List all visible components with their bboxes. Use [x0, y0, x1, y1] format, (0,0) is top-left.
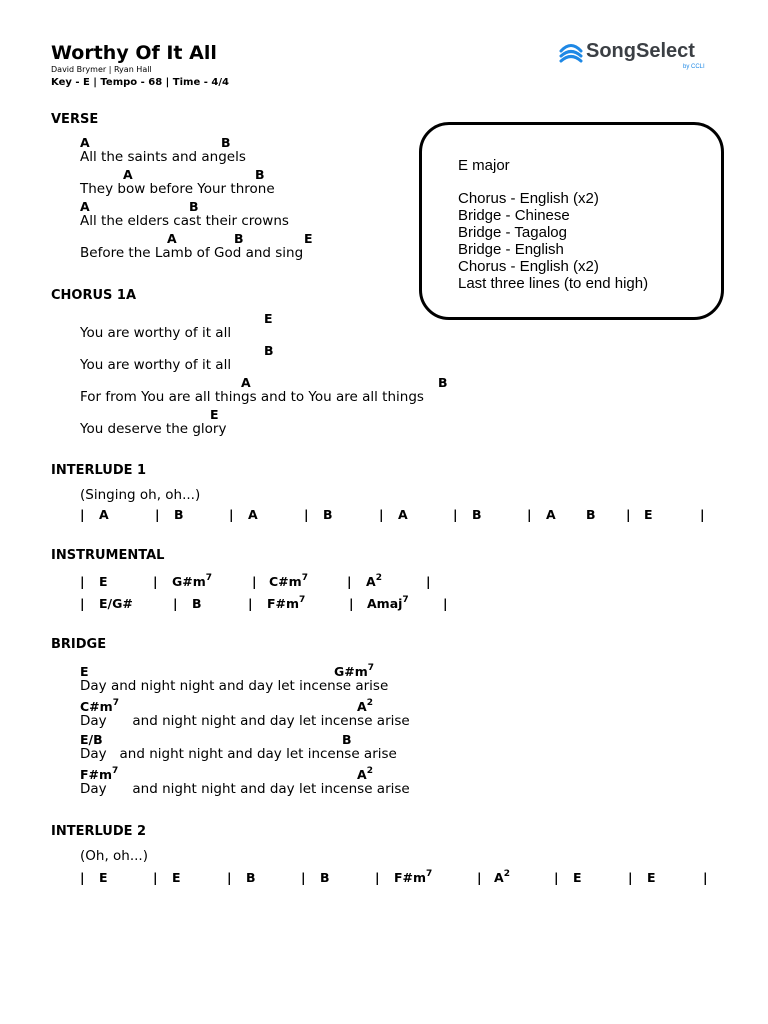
bar-line: | [700, 507, 705, 522]
chord-root: A [357, 767, 367, 783]
bar-chord [172, 574, 212, 589]
bar-line: | [628, 870, 633, 885]
bar-line: | [304, 507, 309, 522]
bar-chord: B [323, 507, 333, 522]
chord: E [304, 231, 313, 246]
chord: A [80, 199, 90, 214]
chord-extension: 7 [426, 869, 433, 879]
section-heading-chorus: CHORUS 1A [51, 288, 137, 303]
bar-line: | [80, 870, 85, 885]
bar-chord: A [248, 507, 258, 522]
lyric-line: Day and night night and day let incense arise [80, 713, 410, 729]
chord-root: A [494, 870, 504, 886]
songselect-logo [558, 40, 718, 72]
bar-chord: B [174, 507, 184, 522]
chord: B [221, 135, 231, 150]
chord-extension: 7 [205, 573, 213, 583]
chord-root: C#m [80, 699, 113, 715]
bar-line: | [252, 574, 257, 589]
bar-line: | [626, 507, 631, 522]
bar-chord: B [246, 870, 256, 885]
bar-line: | [80, 574, 85, 589]
bar-line: | [453, 507, 458, 522]
lyric-line: (Oh, oh...) [80, 848, 148, 864]
note-line: Chorus - English (x2) [458, 190, 599, 207]
chord-extension: 2 [366, 766, 373, 776]
chord-extension: 7 [299, 595, 306, 605]
chord: B [189, 199, 199, 214]
note-line: Chorus - English (x2) [458, 258, 599, 275]
lyric-line: All the elders cast their crowns [80, 213, 289, 229]
bar-line: | [153, 574, 158, 589]
songselect-logo-icon [558, 42, 584, 68]
chord: B [255, 167, 265, 182]
note-line: E major [458, 157, 510, 174]
chord: E [264, 311, 273, 326]
note-line: Bridge - Chinese [458, 207, 570, 224]
chord: E/B [80, 732, 103, 747]
bar-chord: A [99, 507, 109, 522]
chord: B [342, 732, 352, 747]
lyric-line: Day and night night and day let incense arise [80, 781, 410, 797]
chord: B [234, 231, 244, 246]
chord-root: F#m [394, 870, 427, 886]
bar-line: | [229, 507, 234, 522]
lyric-line: Before the Lamb of God and sing [80, 245, 304, 261]
bar-chord: E/G# [99, 596, 133, 611]
bar-chord: B [192, 596, 202, 611]
bar-line: | [80, 507, 85, 522]
bar-chord: B [586, 507, 596, 522]
note-line: Last three lines (to end high) [458, 275, 649, 292]
bar-line: | [443, 596, 448, 611]
bar-chord: B [320, 870, 330, 885]
chord-extension: 7 [112, 766, 119, 776]
chord [334, 664, 374, 679]
lyric-line: (Singing oh, oh...) [80, 487, 201, 503]
bar-line: | [347, 574, 352, 589]
logo-text: SongSelect [586, 40, 695, 62]
logo-subtext: by CCLI [683, 64, 705, 70]
chord [80, 767, 118, 782]
bar-chord: E [644, 507, 653, 522]
bar-chord: E [99, 574, 108, 589]
bar-line: | [155, 507, 160, 522]
chord-root: G#m [334, 664, 368, 680]
bar-line: | [379, 507, 384, 522]
chord-root: C#m [269, 574, 302, 590]
chord-root: F#m [267, 596, 300, 612]
arrangement-note-box [419, 122, 724, 320]
lyric-line: All the saints and angels [80, 149, 246, 165]
chord: B [438, 375, 448, 390]
chord-root: A [357, 699, 367, 715]
bar-chord [367, 596, 409, 611]
chord-root: F#m [80, 767, 113, 783]
bar-line: | [349, 596, 354, 611]
chord: E [80, 664, 89, 679]
bar-line: | [554, 870, 559, 885]
chord-root: A [366, 574, 376, 590]
bar-chord [494, 870, 510, 885]
chord: A [241, 375, 251, 390]
chord: E [210, 407, 219, 422]
bar-chord [269, 574, 308, 589]
bar-line: | [375, 870, 380, 885]
bar-line: | [426, 574, 431, 589]
chord-extension: 2 [366, 698, 373, 708]
bar-chord: B [472, 507, 482, 522]
section-heading-instrumental: INSTRUMENTAL [51, 548, 165, 563]
chord: B [264, 343, 274, 358]
chord-root: G#m [172, 574, 206, 590]
lyric-line: Day and night night and day let incense arise [80, 678, 389, 694]
bar-chord: E [99, 870, 108, 885]
chord [357, 767, 373, 782]
chord-extension: 7 [112, 698, 119, 708]
chord-extension: 7 [367, 663, 375, 673]
bar-chord: A [398, 507, 408, 522]
bar-line: | [477, 870, 482, 885]
section-heading-verse: VERSE [51, 112, 99, 127]
section-heading-interlude-2: INTERLUDE 2 [51, 824, 147, 839]
chord: A [80, 135, 90, 150]
chord: A [167, 231, 177, 246]
chord: A [123, 167, 133, 182]
bar-line: | [227, 870, 232, 885]
bar-line: | [527, 507, 532, 522]
lyric-line: You deserve the glory [80, 421, 227, 437]
bar-line: | [301, 870, 306, 885]
note-line: Bridge - Tagalog [458, 224, 567, 241]
chord-extension: 2 [375, 573, 382, 583]
bar-line: | [248, 596, 253, 611]
lyric-line: You are worthy of it all [80, 357, 232, 373]
lyric-line: You are worthy of it all [80, 325, 232, 341]
song-meta: Key - E | Tempo - 68 | Time - 4/4 [51, 77, 229, 88]
section-heading-interlude-1: INTERLUDE 1 [51, 463, 147, 478]
bar-line: | [153, 870, 158, 885]
lyric-line: For from You are all things and to You are all things [80, 389, 424, 405]
bar-line: | [80, 596, 85, 611]
bar-line: | [703, 870, 708, 885]
bar-chord: E [647, 870, 656, 885]
song-authors: David Brymer | Ryan Hall [51, 65, 152, 74]
chord-root: Amaj [367, 596, 403, 612]
bar-chord [267, 596, 305, 611]
lyric-line: They bow before Your throne [80, 181, 275, 197]
section-heading-bridge: BRIDGE [51, 637, 107, 652]
chord-extension: 2 [503, 869, 510, 879]
note-line: Bridge - English [458, 241, 564, 258]
bar-chord: E [172, 870, 181, 885]
chord [357, 699, 373, 714]
chord-extension: 7 [301, 573, 308, 583]
chord-extension: 7 [402, 595, 409, 605]
bar-chord [394, 870, 432, 885]
bar-chord: E [573, 870, 582, 885]
chord [80, 699, 119, 714]
bar-chord: A [546, 507, 556, 522]
bar-chord [366, 574, 382, 589]
lyric-line: Day and night night and day let incense arise [80, 746, 397, 762]
bar-line: | [173, 596, 178, 611]
song-title: Worthy Of It All [51, 42, 217, 64]
